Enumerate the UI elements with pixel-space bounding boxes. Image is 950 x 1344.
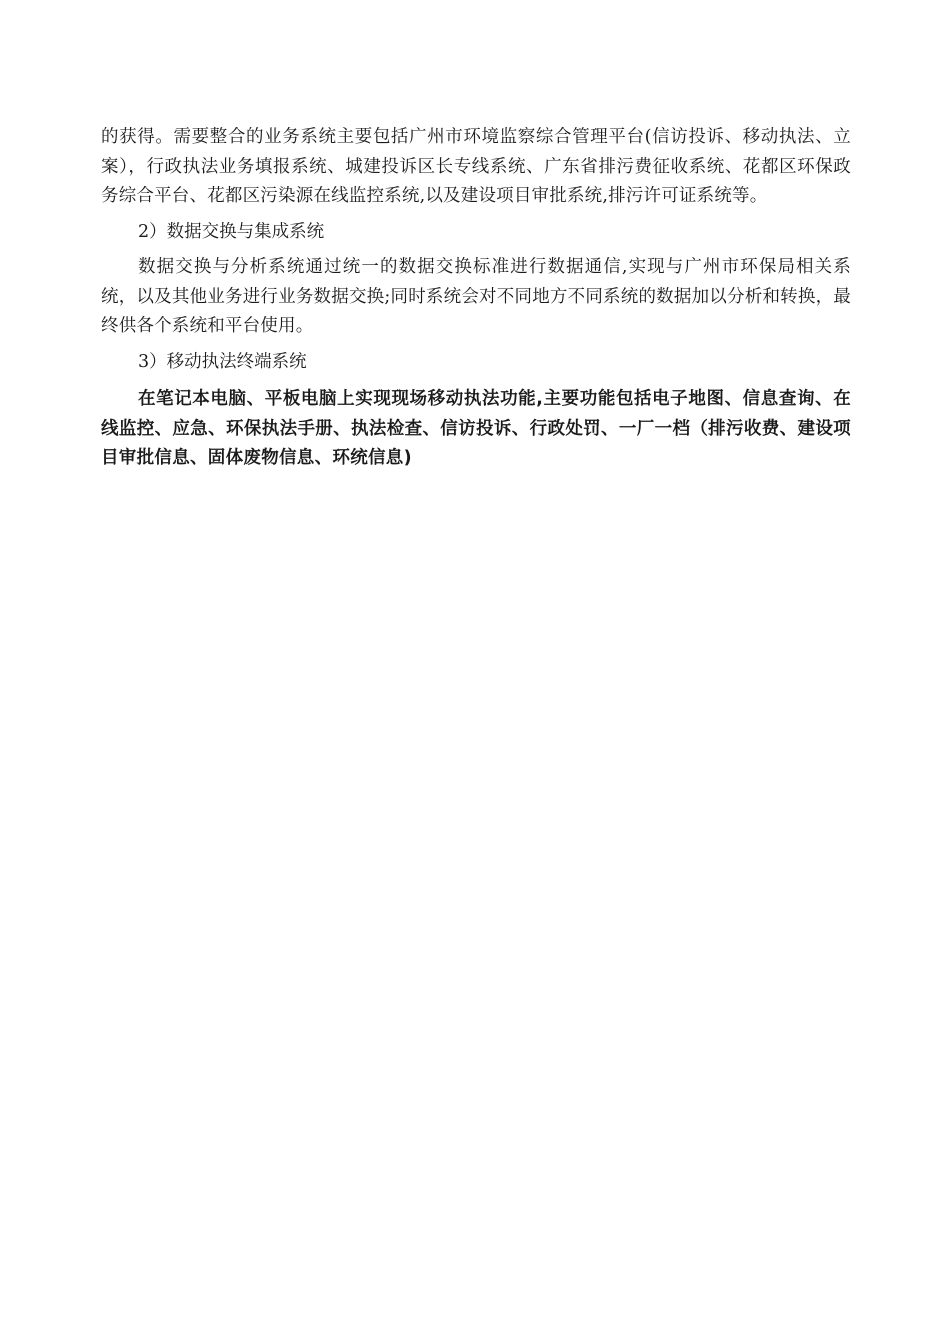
- document-body: [101, 123, 851, 474]
- paragraph-business-systems: 的获得。需要整合的业务系统主要包括广州市环境监察综合管理平台(信访投诉、移动执法、立案），行政执法业务填报系统、城建投诉区长专线系统、广东省排污费征收系统、花都区环保政务综合平台、花都区污染源在线监控系统,以及建设项目审批系统,排污许可证系统等。: [101, 127, 851, 206]
- section-heading-mobile-enforcement: 3）移动执法终端系统: [138, 351, 307, 372]
- paragraph-data-exchange: 数据交换与分析系统通过统一的数据交换标准进行数据通信,实现与广州市环保局相关系统，以及其他业务进行业务数据交换;同时系统会对不同地方不同系统的数据加以分析和转换，最终供各个系统和平台使用。: [101, 257, 851, 336]
- paragraph-mobile-enforcement: 在笔记本电脑、平板电脑上实现现场移动执法功能,主要功能包括电子地图、信息查询、在线监控、应急、环保执法手册、执法检查、信访投诉、行政处罚、一厂一档（排污收费、建设项目审批信息、固体废物信息、环统信息): [101, 389, 851, 468]
- section-heading-data-exchange: 2）数据交换与集成系统: [138, 221, 325, 242]
